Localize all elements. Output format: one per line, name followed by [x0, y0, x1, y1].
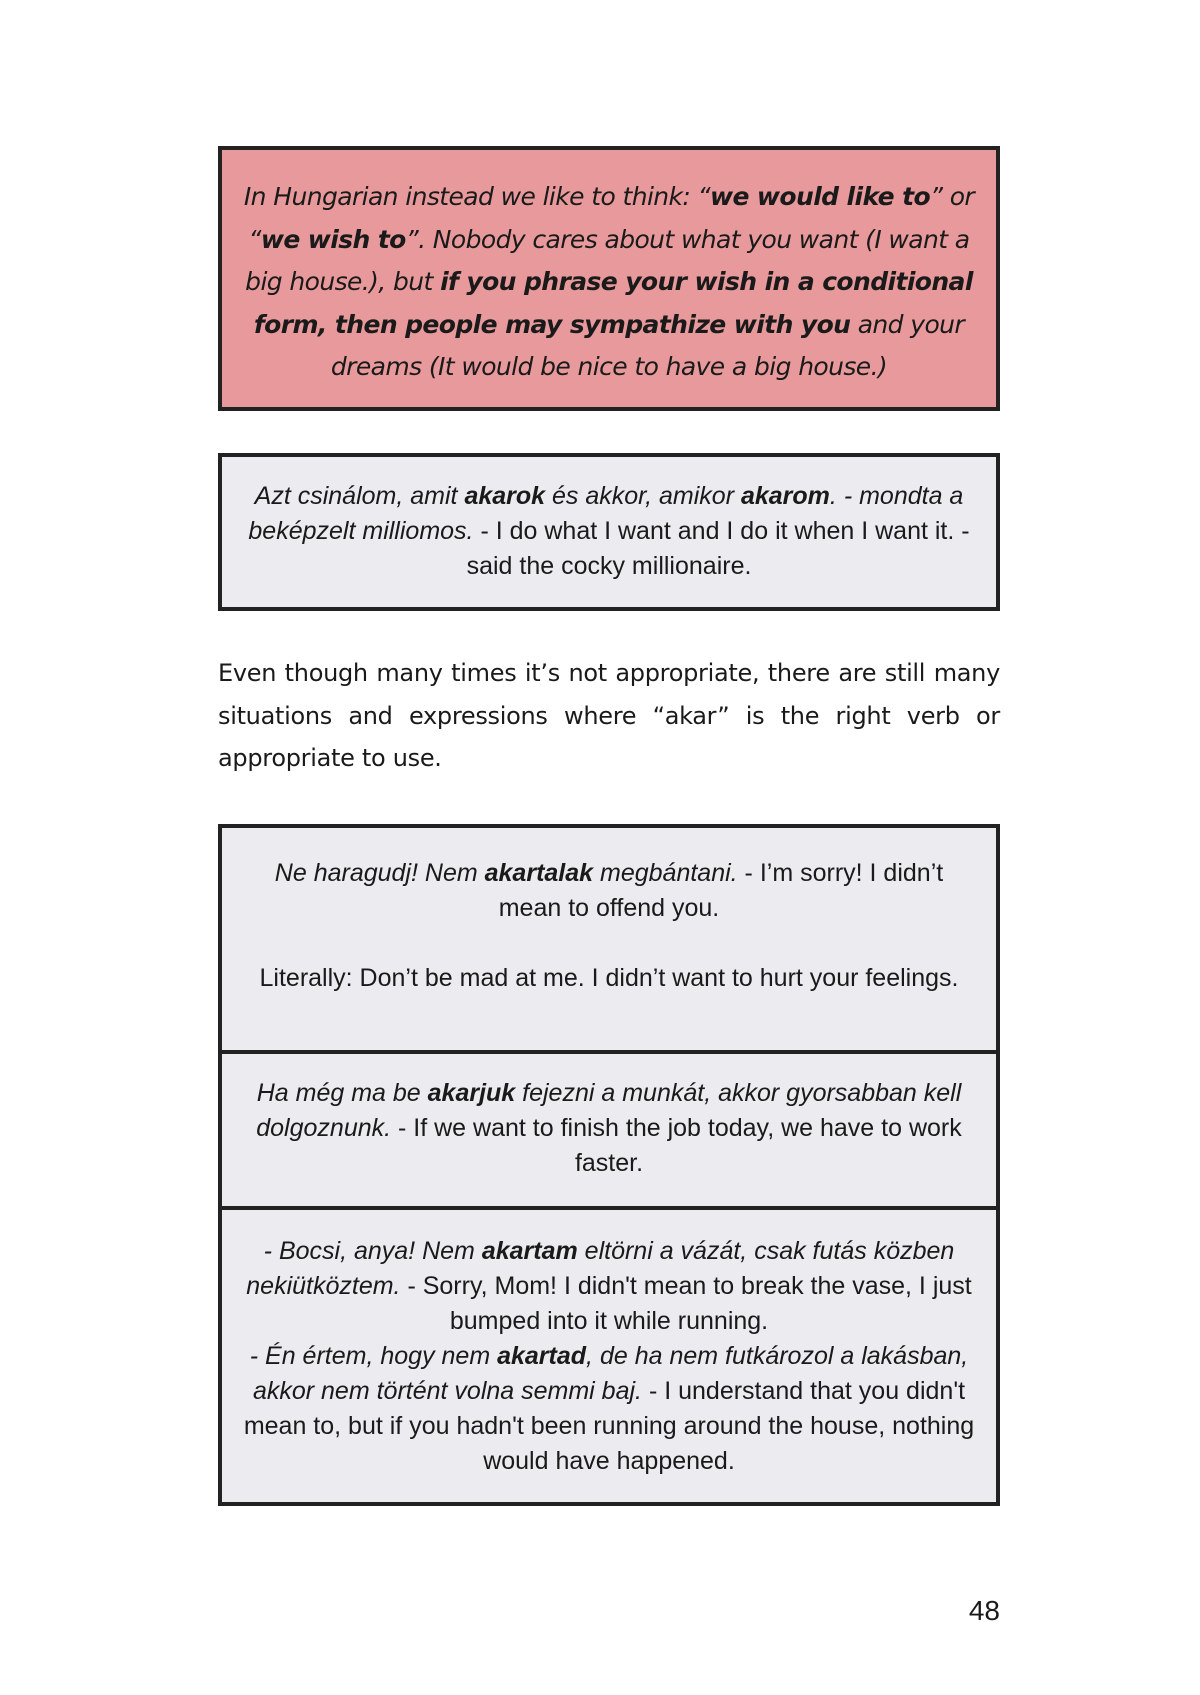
page-number: 48	[968, 1595, 1000, 1626]
text-segment: - Bocsi, anya! Nem	[263, 1237, 482, 1265]
conditional-tip-text	[242, 176, 976, 389]
text-segment: Ne haragudj! Nem	[274, 859, 485, 887]
text-segment: In Hungarian instead we like to think: “	[243, 182, 710, 211]
text-segment: akartam	[481, 1237, 578, 1265]
table-row	[222, 1054, 996, 1210]
text-segment: Ha még ma be	[256, 1079, 428, 1107]
text-segment: if you phrase your wish in a conditional form, then people may sympathize with you	[253, 267, 973, 339]
text-segment: akartalak	[484, 859, 594, 887]
text-segment: and your dreams (It would be nice to have a big house.)	[330, 309, 965, 381]
examples-table	[218, 824, 1000, 1506]
literal-translation	[242, 961, 976, 996]
text-segment: - I’m sorry! I didn’t mean to offend you.	[498, 859, 944, 922]
text-segment: eltörni a vázát, csak futás közben nekiütköztem.	[246, 1237, 955, 1300]
text-segment: Azt csinálom, amit	[254, 482, 465, 510]
text-segment: - Sorry, Mom! I didn't mean to break the vase, I just bumped into it while running.	[400, 1272, 972, 1335]
text-segment: we would like to	[709, 182, 931, 211]
text-segment: és akkor, amikor	[545, 482, 741, 510]
text-segment: - I do what I want and I do it when I want it. - said the cocky millionaire.	[466, 517, 970, 580]
conditional-tip-box	[218, 146, 1000, 411]
text-segment: akarom	[740, 482, 830, 510]
example-quote-box	[218, 453, 1000, 611]
text-segment: megbántani.	[593, 859, 738, 887]
text-segment: ” or “	[248, 182, 975, 254]
text-segment: - Én értem, hogy nem	[249, 1342, 498, 1370]
dialogue-line	[242, 1234, 976, 1339]
text-segment: - If we want to finish the job today, we have to work faster.	[391, 1114, 962, 1177]
text-segment: akarjuk	[427, 1079, 516, 1107]
table-row	[222, 1210, 996, 1502]
text-segment: , de ha nem futkározol a lakásban, akkor nem történt volna semmi baj.	[252, 1342, 969, 1405]
text-segment: ”. Nobody cares about what you want (I want a big house.), but	[245, 224, 970, 296]
text-segment: akarok	[464, 482, 546, 510]
text-segment: . - mondta a beképzelt milliomos.	[248, 482, 964, 545]
dialogue-line	[242, 1339, 976, 1479]
example-quote-text	[242, 479, 976, 584]
text-segment: akartad	[497, 1342, 587, 1370]
text-segment: Literally: Don’t be mad at me. I didn’t want to hurt your feelings.	[259, 964, 959, 992]
text-segment: fejezni a munkát, akkor gyorsabban kell dolgoznunk.	[256, 1079, 962, 1142]
text-segment: we wish to	[260, 224, 406, 254]
table-row	[222, 828, 996, 1054]
example-sentence	[242, 856, 976, 926]
example-sentence	[242, 1076, 976, 1181]
body-paragraph: Even though many times it’s not appropriate, there are still many situations and expressions where “akar” is the right verb or appropriate to use.	[218, 659, 1000, 772]
text-segment: - I understand that you didn't mean to, but if you hadn't been running around the house, nothing would have happened.	[243, 1377, 975, 1475]
